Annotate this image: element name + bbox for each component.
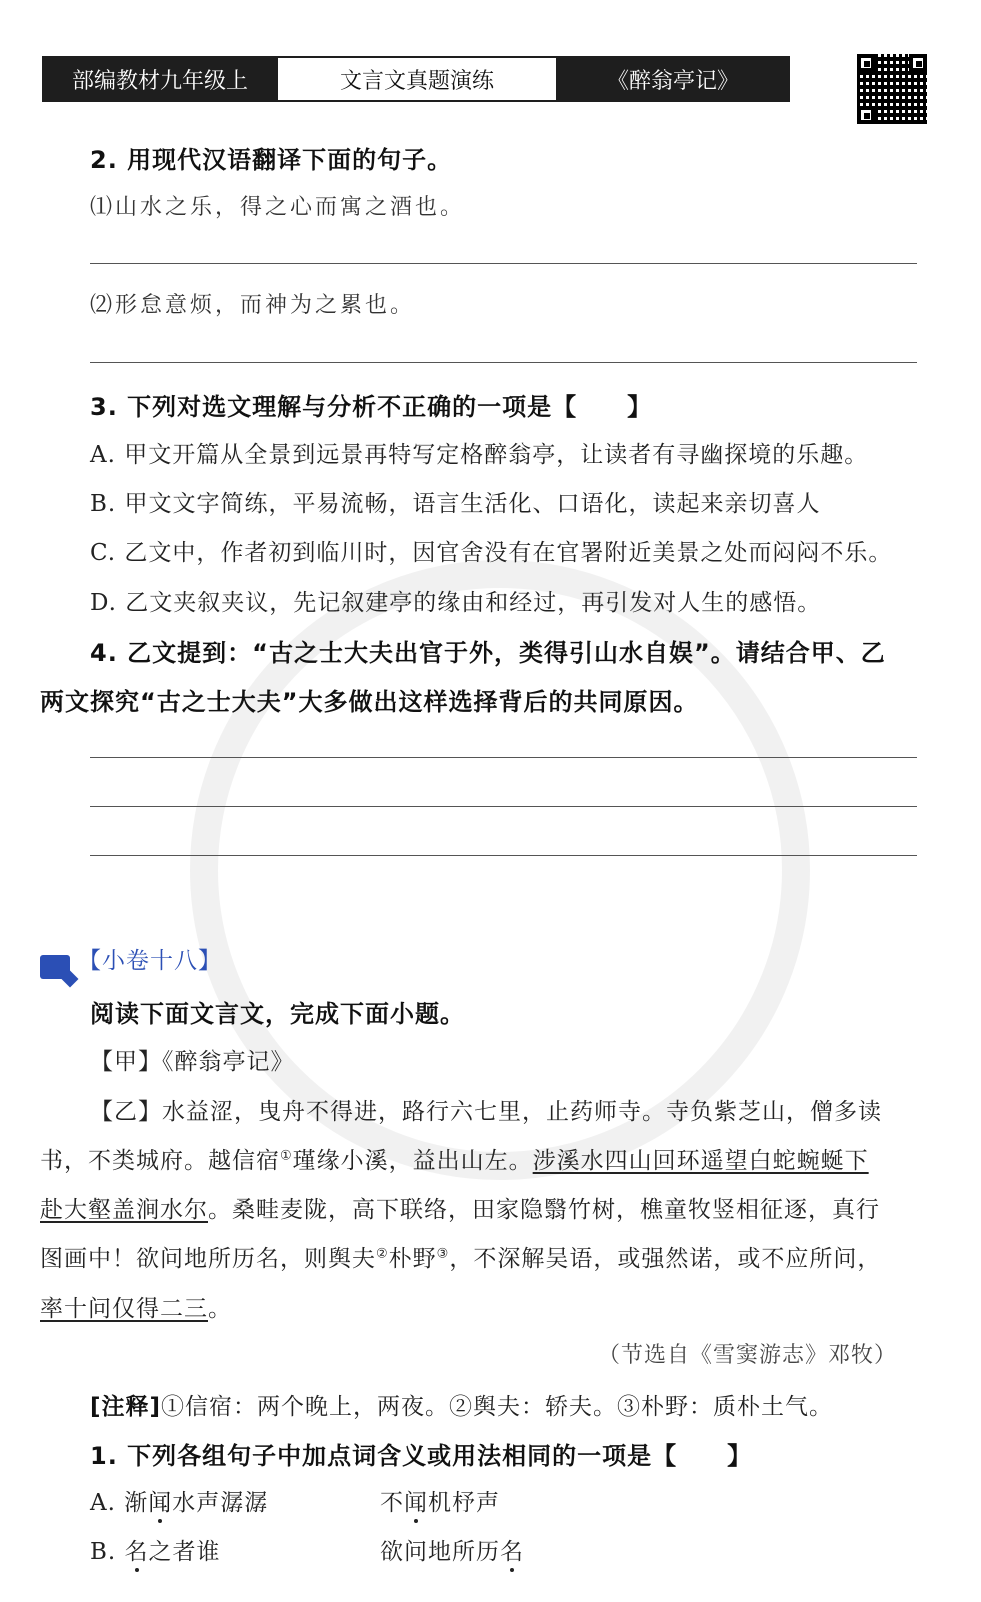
answer-line[interactable] [90,362,917,363]
passage-yi-line-2: 书，不类城府。越信宿①瑾缘小溪，益出山左。涉溪水四山回环遥望白蛇蜿蜒下 [40,1148,869,1174]
passage-source: （节选自《雪窦游志》邓牧） [598,1343,898,1368]
passage-yi-line-1: 【乙】水益涩，曳舟不得进，路行六七里，止药师寺。寺负紫芝山，僧多读 [90,1099,882,1125]
q4-line-1: 4. 乙文提到：“古之士大夫出官于外，类得引山水自娱”。请结合甲、乙 [90,639,886,667]
q1-title: 1. 下列各组句子中加点词含义或用法相同的一项是【 】 [90,1442,753,1470]
section-label: 【小卷十八】 [78,948,222,974]
q1-option-a[interactable]: A. 渐闻水声潺潺 [90,1484,268,1517]
header-lesson: 《醉翁亭记》 [556,56,790,102]
q3-title: 3. 下列对选文理解与分析不正确的一项是【 】 [90,393,653,421]
header-grade: 部编教材九年级上 [42,56,278,102]
answer-line[interactable] [90,757,917,758]
underlined-sentence: 率十问仅得二三 [40,1296,208,1322]
q1-option-a-second: 不闻机杼声 [380,1484,500,1517]
answer-line[interactable] [90,855,917,856]
passage-yi-line-3: 赴大壑盖涧水尔。桑畦麦陇，高下联络，田家隐翳竹树，樵童牧竖相征逐，真行 [40,1197,880,1223]
q3-option-b[interactable]: B. 甲文文字简练，平易流畅，语言生活化、口语化，读起来亲切喜人 [90,491,821,517]
section-instruction: 阅读下面文言文，完成下面小题。 [90,1000,465,1028]
header-title: 文言文真题演练 [276,56,558,102]
passage-jia: 【甲】《醉翁亭记》 [90,1049,295,1075]
passage-yi-line-4: 图画中！欲问地所历名，则舆夫②朴野③，不深解吴语，或强然诺，或不应所问， [40,1246,882,1272]
q2-sentence-1: ⑴山水之乐，得之心而寓之酒也。 [90,195,466,220]
underlined-sentence: 涉溪水四山回环遥望白蛇蜿蜒下 [532,1148,869,1174]
passage-yi-line-5: 率十问仅得二三。 [40,1296,232,1322]
q2-title: 2. 用现代汉语翻译下面的句子。 [90,146,453,174]
q1-option-b-second: 欲问地所历名 [380,1533,524,1566]
q4-line-2: 两文探究“古之士大夫”大多做出这样选择背后的共同原因。 [40,688,699,716]
qr-code-icon[interactable] [857,54,927,124]
notes: [注释]①信宿：两个晚上，两夜。②舆夫：轿夫。③朴野：质朴土气。 [90,1394,834,1420]
answer-line[interactable] [90,806,917,807]
q1-option-b[interactable]: B. 名之者谁 [90,1533,221,1566]
answer-line[interactable] [90,263,917,264]
q3-option-d[interactable]: D. 乙文夹叙夹议，先记叙建亭的缘由和经过，再引发对人生的感悟。 [90,590,822,616]
section-flag-icon [40,955,70,979]
q2-sentence-2: ⑵形怠意烦，而神为之累也。 [90,293,416,318]
q3-option-a[interactable]: A. 甲文开篇从全景到远景再特写定格醉翁亭，让读者有寻幽探境的乐趣。 [90,442,869,468]
q3-option-c[interactable]: C. 乙文中，作者初到临川时，因官舍没有在官署附近美景之处而闷闷不乐。 [90,540,893,566]
underlined-sentence: 赴大壑盖涧水尔 [40,1197,208,1223]
